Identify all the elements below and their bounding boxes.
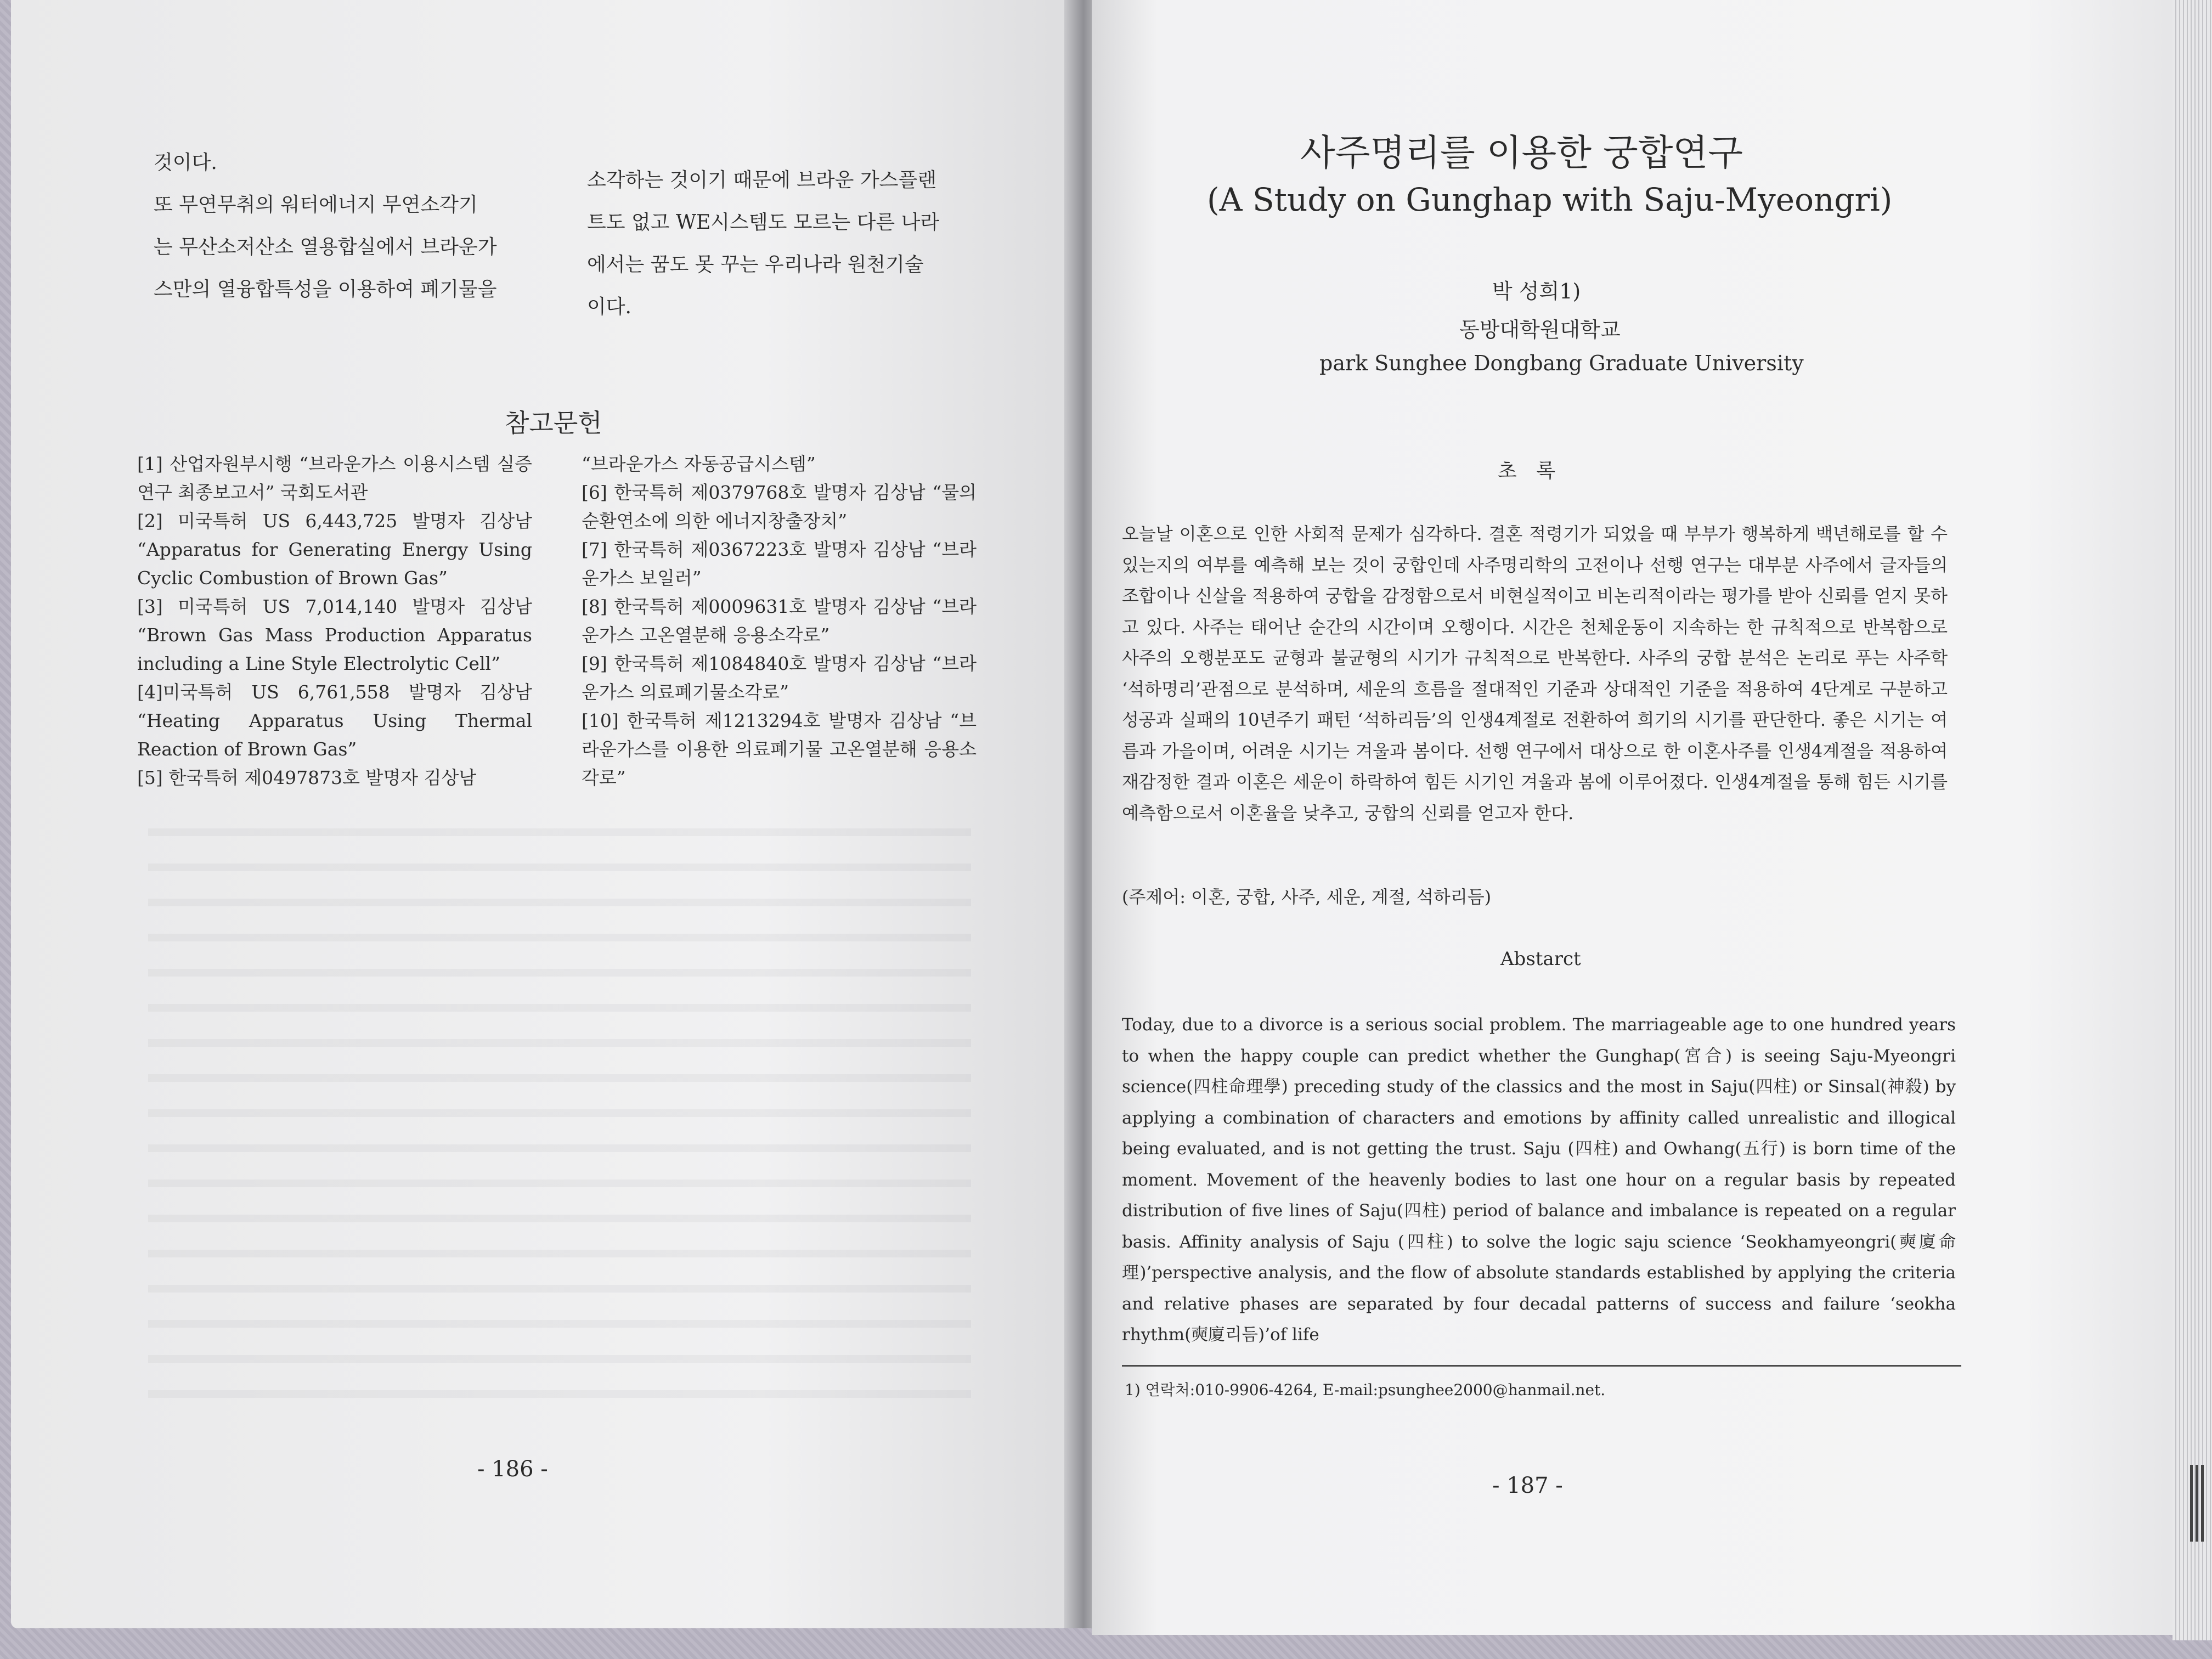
left-col1-text: 것이다. 또 무연무취의 워터에너지 무연소각기 는 무산소저산소 열용합실에서 브라운가 스만의 열융합특성을 이용하여 폐기물을 bbox=[154, 151, 497, 301]
page-edge-marker bbox=[2190, 1465, 2207, 1542]
left-col2-text: 소각하는 것이기 때문에 브라운 가스플랜 트도 없고 WE시스템도 모르는 다른 나라 에서는 꿈도 못 꾸는 우리나라 원천기술 이다. bbox=[587, 169, 940, 318]
reference-item: [3] 미국특허 US 7,014,140 발명자 김상남 “Brown Gas Mass Production Apparatus including a Line Style Electrolytic Cell” bbox=[137, 596, 532, 674]
reference-item: [2] 미국특허 US 6,443,725 발명자 김상남 “Apparatus for Generating Energy Using Cyclic Combustion of Brown Gas” bbox=[137, 510, 532, 589]
footnote: 1) 연락처:010-9906-4264, E-mail:psunghee2000@hanmail.net. bbox=[1125, 1381, 1606, 1399]
reference-item: “브라운가스 자동공급시스템” bbox=[582, 453, 816, 475]
author-name: 박 성희1) bbox=[1492, 279, 1581, 303]
page-number-left: - 186 - bbox=[477, 1457, 548, 1482]
paper-title-korean: 사주명리를 이용한 궁합연구 bbox=[1300, 132, 1743, 174]
keywords: (주제어: 이혼, 궁합, 사주, 세운, 계절, 석하리듬) bbox=[1122, 887, 1492, 907]
abstract-english-heading: Abstarct bbox=[1500, 948, 1581, 970]
author-affiliation: 동방대학원대학교 bbox=[1459, 318, 1621, 342]
reference-item: [9] 한국특허 제1084840호 발명자 김상남 “브라운가스 의료폐기물소각로” bbox=[582, 653, 977, 703]
abstract-korean-body: 오늘날 이혼으로 인한 사회적 문제가 심각하다. 결혼 적령기가 되었을 때 부부가 행복하게 백년해로를 할 수 있는지의 여부를 예측해 보는 것이 궁합인데 사주명리학의 고전이나 선행 연구는 대부분 사주에서 글자들의 조합이나 신살을 적용하여 궁합을 감정함으로서 비현실적이고 비논리적이라는 평가를 받아 신뢰를 얻지 못하고 있다. 사주는 태어난 순간의 시간이며 오행이다. 시간은 천체운동이 지속하는 한 규칙적으로 반복함으로 사주의 오행분포도 균형과 불균형의 시기가 규칙적으로 반복한다. 사주의 궁합 분석은 논리로 푸는 사주학 ‘석하명리’관점으로 분석하며, 세운의 흐름을 절대적인 기준과 상대적인 기준을 적용하여 4단계로 구분하고 성공과 실패의 10년주기 패턴 ‘석하리듬’의 인생4계절로 전환하여 희기의 시기를 판단한다. 좋은 시기는 여름과 가을이며, 어려운 시기는 겨울과 봄이다. 선행 연구에서 대상으로 한 이혼사주를 인생4계절을 적용하여 재감정한 결과 이혼은 세운이 하락하여 힘든 시기인 겨울과 봄에 이루어졌다. 인생4계절을 통해 힘든 시기를 예측함으로서 이혼율을 낮추고, 궁합의 신뢰를 얻고자 한다. bbox=[1122, 523, 1948, 823]
references-left-column bbox=[137, 450, 532, 792]
reference-item: [8] 한국특허 제0009631호 발명자 김상남 “브라운가스 고온열분해 응용소각로” bbox=[582, 596, 977, 646]
footnote-divider bbox=[1122, 1365, 1961, 1367]
page-number-right: - 187 - bbox=[1492, 1473, 1563, 1498]
abstract-korean-heading: 초 록 bbox=[1498, 460, 1562, 482]
reference-item: [7] 한국특허 제0367223호 발명자 김상남 “브라운가스 보일러” bbox=[582, 539, 977, 589]
reference-item: [10] 한국특허 제1213294호 발명자 김상남 “브라운가스를 이용한 의료폐기물 고온열분해 응용소각로” bbox=[582, 710, 977, 788]
author-affiliation-english: park Sunghee Dongbang Graduate University bbox=[1319, 351, 1804, 375]
reference-item: [4]미국특허 US 6,761,558 발명자 김상남 “Heating Apparatus Using Thermal Reaction of Brown Gas” bbox=[137, 681, 532, 760]
abstract-english-body: Today, due to a divorce is a serious social problem. The marriageable age to one hundred years to when the happy couple can predict whether the Gunghap(宮合) is seeing Saju-Myeongri science(四柱命理學) preceding study of the classics and the most in Saju(四柱) or Sinsal(神殺) by applying a combination of characters and emotions by affinity called unrealistic and illogical being evaluated, and is not getting the trust. Saju (四柱) and Owhang(五行) is born time of the moment. Movement of the heavenly bodies to last one hour on a regular basis by repeated distribution of five lines of Saju(四柱) period of balance and imbalance is repeated on a regular basis. Affinity analysis of Saju (四柱) to solve the logic saju science ‘Seokhamyeongri(奭廈命理)’perspective analysis, and the flow of absolute standards established by applying the criteria and relative phases are separated by four decadal patterns of success and failure ‘seokha rhythm(奭廈리듬)’of life bbox=[1122, 1015, 1956, 1345]
reference-item: [1] 산업자원부시행 “브라운가스 이용시스템 실증연구 최종보고서” 국회도서관 bbox=[137, 453, 532, 503]
page-edges bbox=[2172, 0, 2212, 1640]
reference-item: [6] 한국특허 제0379768호 발명자 김상남 “물의 순환연소에 의한 에너지창출장치” bbox=[582, 482, 977, 532]
bleed-through-text bbox=[148, 801, 971, 1404]
references-right-column bbox=[582, 450, 977, 792]
paper-title-english: (A Study on Gunghap with Saju-Myeongri) bbox=[1207, 181, 1893, 218]
reference-item: [5] 한국특허 제0497873호 발명자 김상남 bbox=[137, 767, 477, 788]
references-heading: 참고문헌 bbox=[505, 408, 602, 438]
